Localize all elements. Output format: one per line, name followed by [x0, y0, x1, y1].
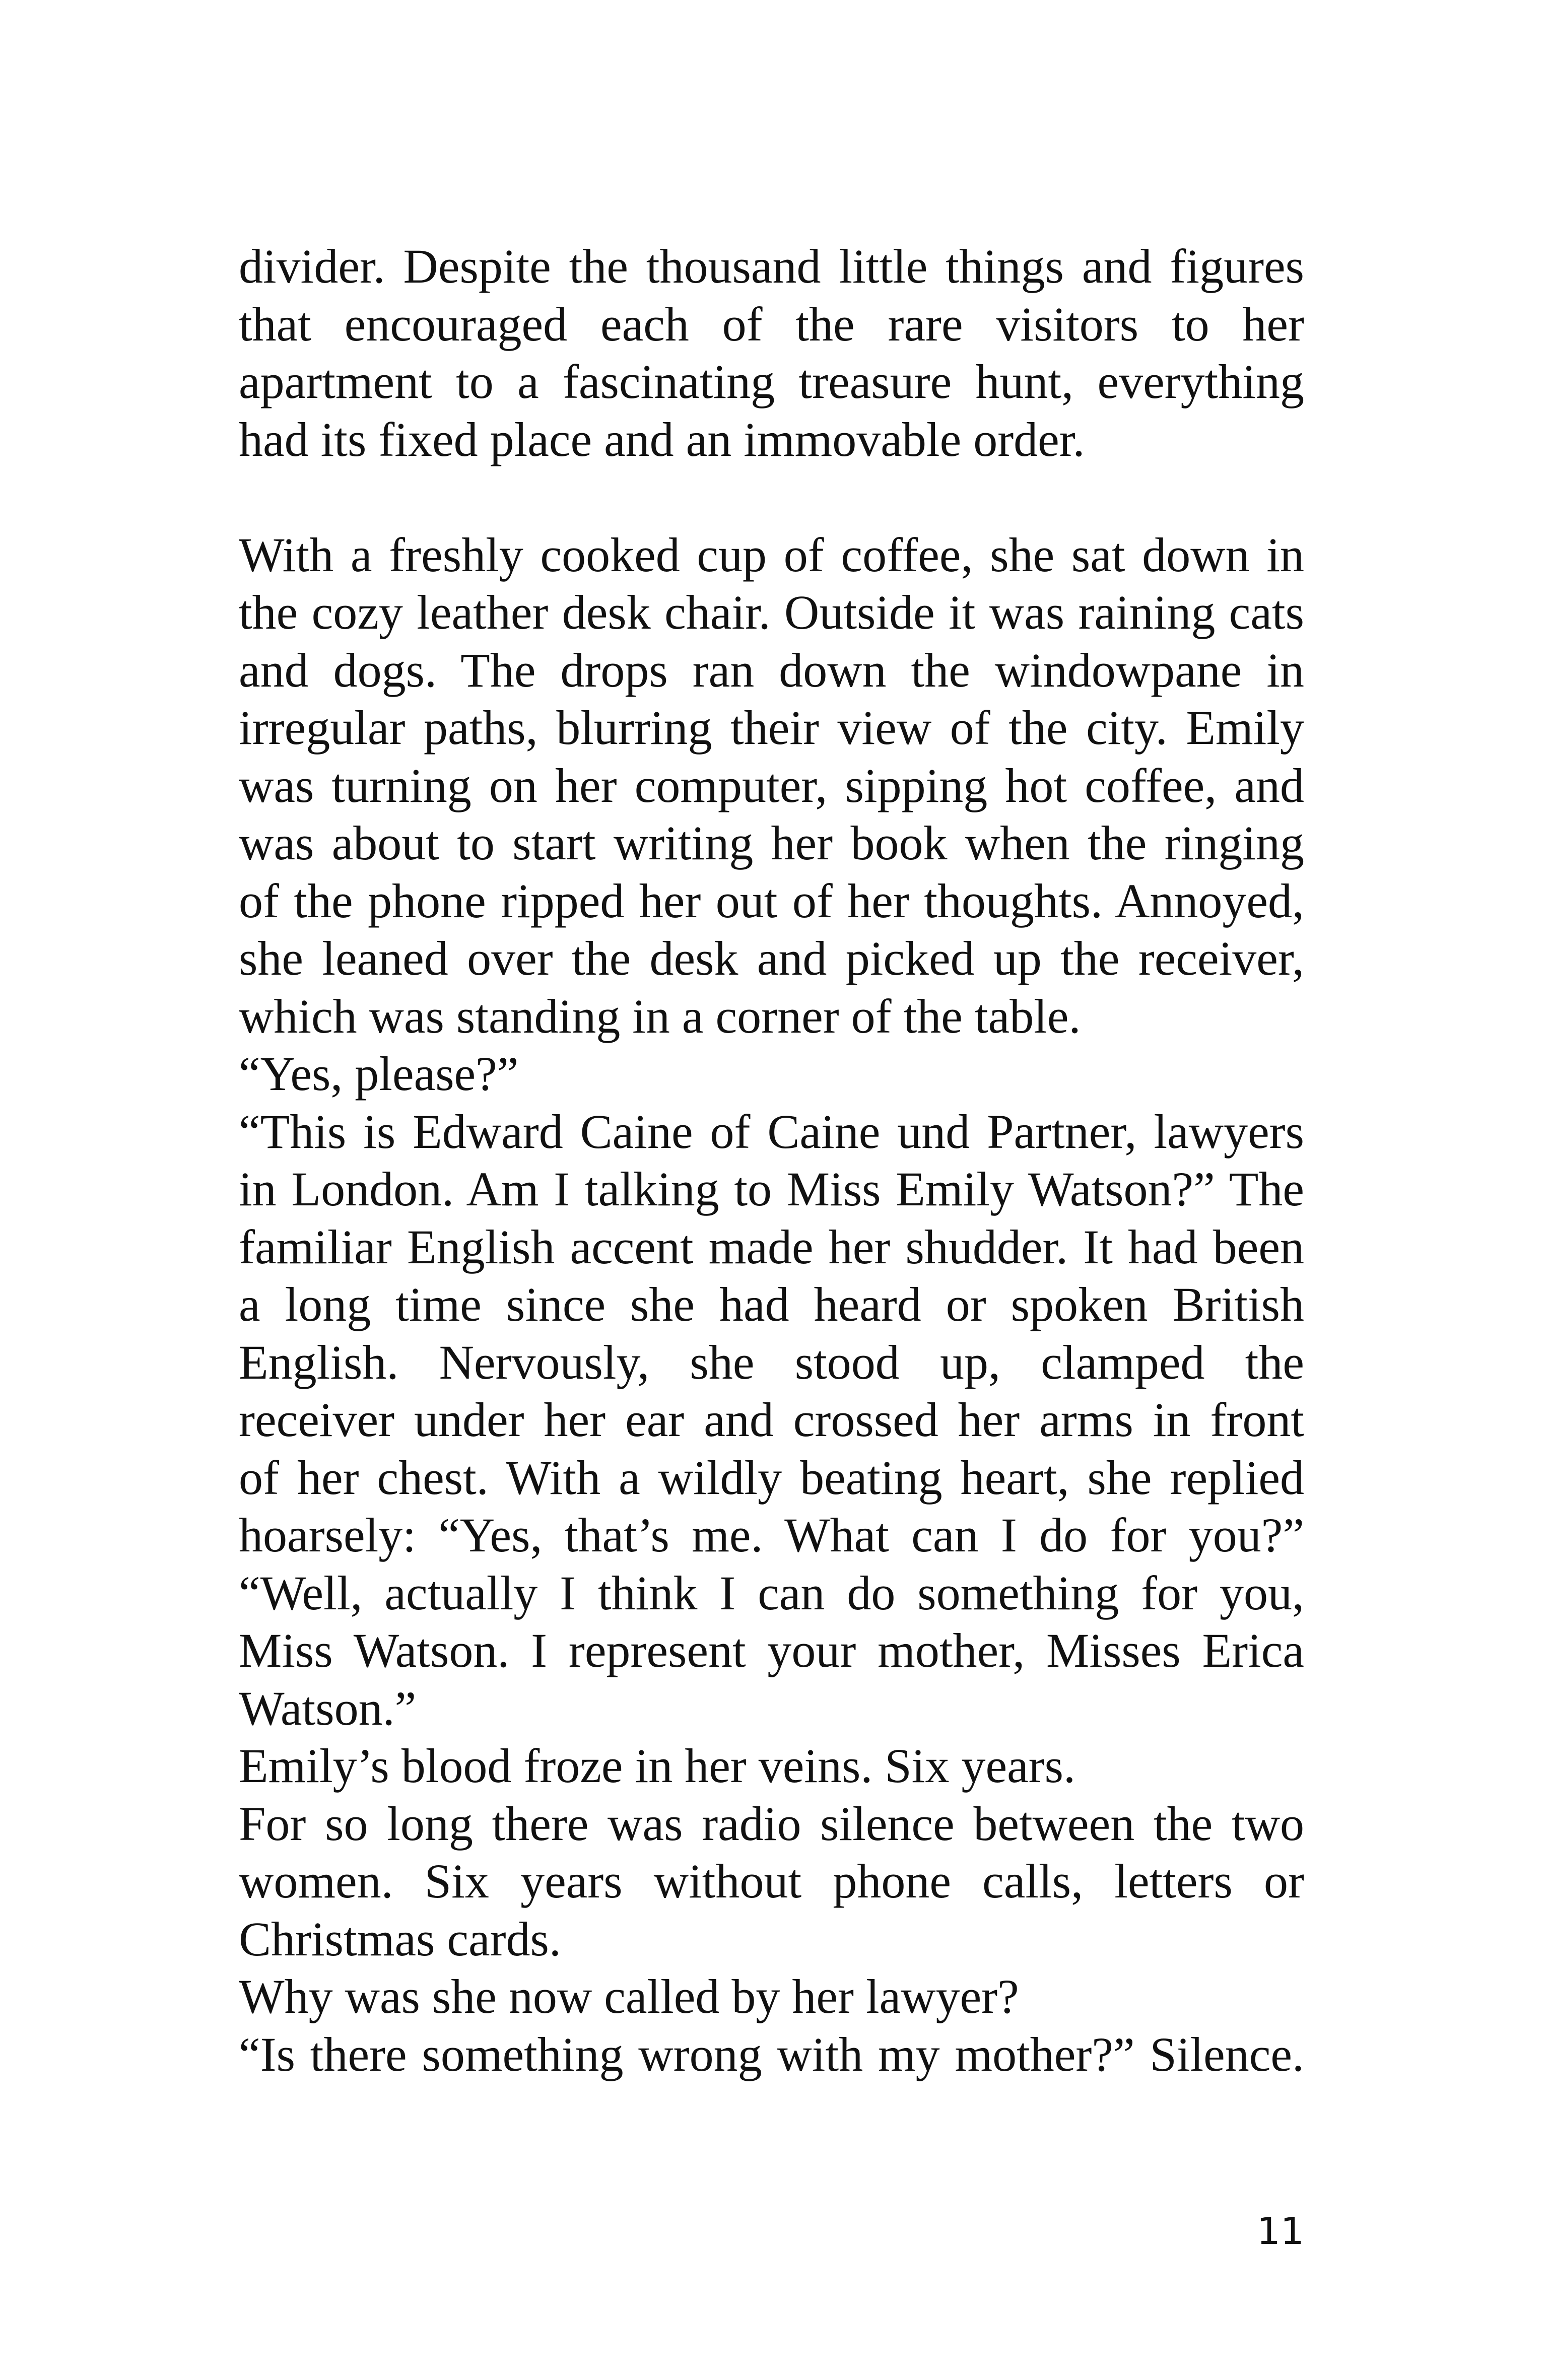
text-line: was turning on her computer, sipping hot coffee, and	[239, 758, 1304, 812]
paragraph-gap	[239, 468, 1304, 526]
text-line: hoarsely: “Yes, that’s me. What can I do for you?”	[239, 1508, 1304, 1562]
text-line: the cozy leather desk chair. Outside it was raining cats	[239, 585, 1304, 639]
text-line: “Yes, please?”	[239, 1047, 519, 1101]
text-line: receiver under her ear and crossed her arms in front	[239, 1393, 1304, 1447]
text-line: of her chest. With a wildly beating heart, she replied	[239, 1450, 1304, 1505]
text-line: had its fixed place and an immovable order.	[239, 412, 1085, 466]
text-line: that encouraged each of the rare visitors to her	[239, 297, 1304, 351]
text-line: was about to start writing her book when the ringing	[239, 816, 1304, 870]
page-number: 11	[1256, 2210, 1304, 2253]
text-line: which was standing in a corner of the table.	[239, 989, 1081, 1043]
text-line: Watson.”	[239, 1681, 417, 1735]
text-line: Emily’s blood froze in her veins. Six years.	[239, 1739, 1076, 1793]
text-line: in London. Am I talking to Miss Emily Watson?” The	[239, 1162, 1304, 1216]
text-line: English. Nervously, she stood up, clamped the	[239, 1335, 1304, 1389]
text-line: “Well, actually I think I can do something for you,	[239, 1566, 1304, 1620]
text-line: irregular paths, blurring their view of the city. Emily	[239, 701, 1304, 755]
text-line: familiar English accent made her shudder. It had been	[239, 1219, 1304, 1274]
text-line: apartment to a fascinating treasure hunt, everything	[239, 355, 1304, 409]
text-line: divider. Despite the thousand little things and figures	[239, 239, 1304, 293]
text-line: Why was she now called by her lawyer?	[239, 1969, 1019, 2023]
text-line: “Is there something wrong with my mother?” Silence.	[239, 2027, 1304, 2081]
body-text	[239, 238, 1304, 2083]
text-line: With a freshly cooked cup of coffee, she sat down in	[239, 527, 1304, 582]
text-line: a long time since she had heard or spoken British	[239, 1277, 1304, 1331]
text-line: women. Six years without phone calls, letters or	[239, 1854, 1304, 1908]
text-line: she leaned over the desk and picked up the receiver,	[239, 931, 1304, 985]
text-line: For so long there was radio silence between the two	[239, 1796, 1304, 1851]
text-line: of the phone ripped her out of her thoughts. Annoyed,	[239, 873, 1304, 928]
text-line: “This is Edward Caine of Caine und Partner, lawyers	[239, 1104, 1304, 1159]
text-line: and dogs. The drops ran down the windowpane in	[239, 643, 1304, 697]
text-line: Christmas cards.	[239, 1912, 561, 1966]
text-line: Miss Watson. I represent your mother, Misses Erica	[239, 1623, 1304, 1677]
